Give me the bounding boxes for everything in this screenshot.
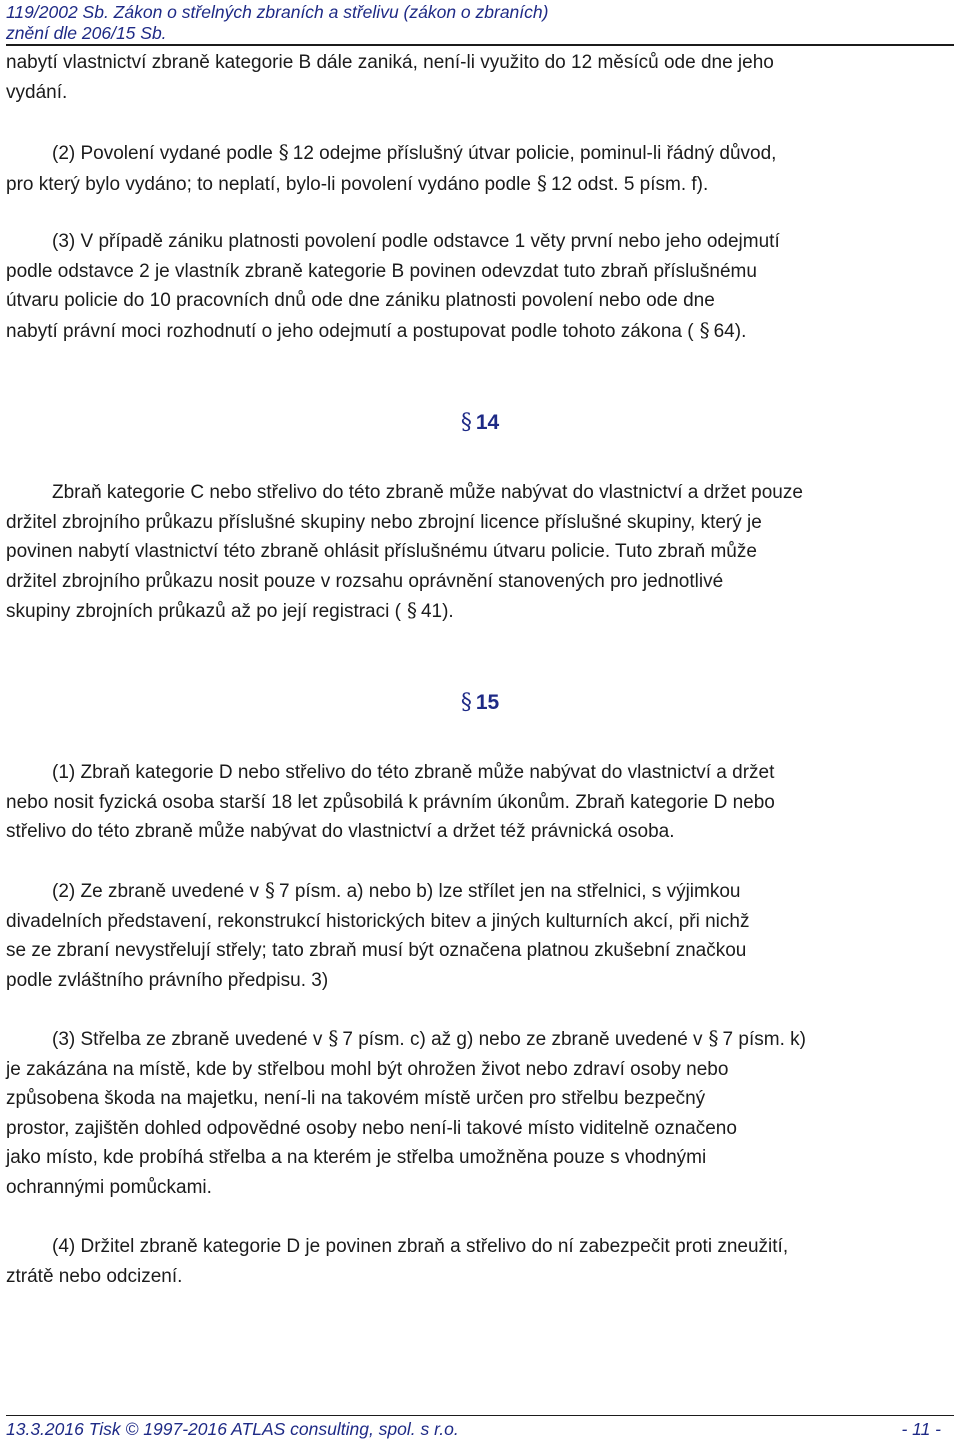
section-sign-icon: § (708, 1026, 719, 1050)
section-number: 15 (475, 691, 500, 714)
document-header (6, 2, 954, 44)
text-line: podle zvláštního právního předpisu. 3) (6, 969, 329, 991)
text-line: (4) Držitel zbraně kategorie D je povinen zbraň a střelivo do ní zabezpečit proti zneužití, (52, 1236, 789, 1257)
section-14-heading (0, 410, 960, 436)
section-sign-icon: § (278, 140, 289, 164)
paragraph-15-4 (6, 1232, 960, 1291)
header-divider (6, 44, 954, 46)
text-line: (1) Zbraň kategorie D nebo střelivo do této zbraně může nabývat do vlastnictví a držet (52, 762, 775, 783)
page-number: - 11 - (901, 1419, 941, 1439)
paragraph-15-1 (6, 758, 960, 847)
section-sign-icon: § (406, 598, 417, 623)
header-version: znění dle 206/15 Sb. (6, 23, 167, 43)
paragraph-15-3 (6, 1024, 960, 1203)
section-sign-icon: § (265, 878, 276, 902)
text-line: divadelních představení, rekonstrukcí historických bitev a jiných kulturních akcí, při nichž (6, 910, 750, 932)
text-line: (3) V případě zániku platnosti povolení podle odstavce 1 věty první nebo jeho odejmutí (52, 231, 780, 252)
paragraph-13-3 (6, 227, 960, 346)
section-sign-icon: § (460, 690, 472, 715)
section-sign-icon: § (699, 317, 710, 342)
text-line: pro který bylo vydáno; to neplatí, bylo-li povolení vydáno podle § 12 odst. 5 písm. f). (6, 170, 709, 195)
text-line: způsobena škoda na majetku, není-li na takovém místě určen pro střelbu bezpečný (6, 1088, 706, 1110)
footer-print-info: 13.3.2016 Tisk © 1997-2016 ATLAS consulting, spol. s r.o. (6, 1419, 459, 1439)
continuation-paragraph (6, 48, 960, 107)
text-line: útvaru policie do 10 pracovních dnů ode dne zániku platnosti povolení nebo ode dne (6, 290, 715, 312)
text-line: je zakázána na místě, kde by střelbou mohl být ohrožen život nebo zdraví osoby nebo (6, 1058, 729, 1080)
section-sign-icon: § (328, 1026, 339, 1050)
text-line: střelivo do této zbraně může nabývat do vlastnictví a držet též právnická osoba. (6, 821, 675, 843)
text-line: ztrátě nebo odcizení. (6, 1265, 183, 1287)
section-14-paragraph (6, 478, 960, 627)
section-15-heading (0, 690, 960, 716)
text-line: ochrannými pomůckami. (6, 1176, 212, 1198)
text-line: vydání. (6, 81, 68, 103)
paragraph-15-2 (6, 876, 960, 995)
text-line: prostor, zajištěn dohled odpovědné osoby nebo není-li takové místo viditelně označeno (6, 1117, 737, 1139)
text-line: jako místo, kde probíhá střelba a na kterém je střelba umožněna pouze s vhodnými (6, 1147, 707, 1169)
section-number: 14 (475, 411, 500, 434)
text-line: povinen nabytí vlastnictví této zbraně ohlásit příslušnému útvaru policie. Tuto zbraň může (6, 541, 757, 563)
header-title: 119/2002 Sb. Zákon o střelných zbraních a střelivu (zákon o zbraních) (6, 2, 549, 22)
text-line: nabytí vlastnictví zbraně kategorie B dále zaniká, není-li využito do 12 měsíců ode dne jeho (6, 52, 774, 73)
text-line: skupiny zbrojních průkazů až po její registraci ( § 41). (6, 598, 454, 623)
paragraph-13-2 (6, 138, 960, 199)
section-sign-icon: § (460, 410, 472, 435)
text-line: nebo nosit fyzická osoba starší 18 let způsobilá k právním úkonům. Zbraň kategorie D nebo (6, 791, 775, 813)
section-sign-icon: § (536, 170, 547, 195)
text-line: podle odstavce 2 je vlastník zbraně kategorie B povinen odevzdat tuto zbraň příslušnému (6, 260, 757, 282)
text-line: držitel zbrojního průkazu nosit pouze v rozsahu oprávnění stanovených pro jednotlivé (6, 570, 724, 592)
text-line: (2) Ze zbraně uvedené v § 7 písm. a) nebo b) lze střílet jen na střelnici, s výjimkou (52, 878, 741, 902)
text-line: (3) Střelba ze zbraně uvedené v § 7 písm. c) až g) nebo ze zbraně uvedené v § 7 písm. k) (52, 1026, 806, 1050)
footer-divider (6, 1415, 954, 1416)
text-line: Zbraň kategorie C nebo střelivo do této zbraně může nabývat do vlastnictví a držet pouze (52, 482, 803, 503)
text-line: nabytí právní moci rozhodnutí o jeho odejmutí a postupovat podle tohoto zákona ( § 64). (6, 317, 747, 342)
text-line: se ze zbraní nevystřelují střely; tato zbraň musí být označena platnou zkušební značkou (6, 940, 747, 962)
text-line: držitel zbrojního průkazu příslušné skupiny nebo zbrojní licence příslušné skupiny, který je (6, 511, 762, 533)
text-line: (2) Povolení vydané podle § 12 odejme příslušný útvar policie, pominul-li řádný důvod, (52, 140, 777, 164)
